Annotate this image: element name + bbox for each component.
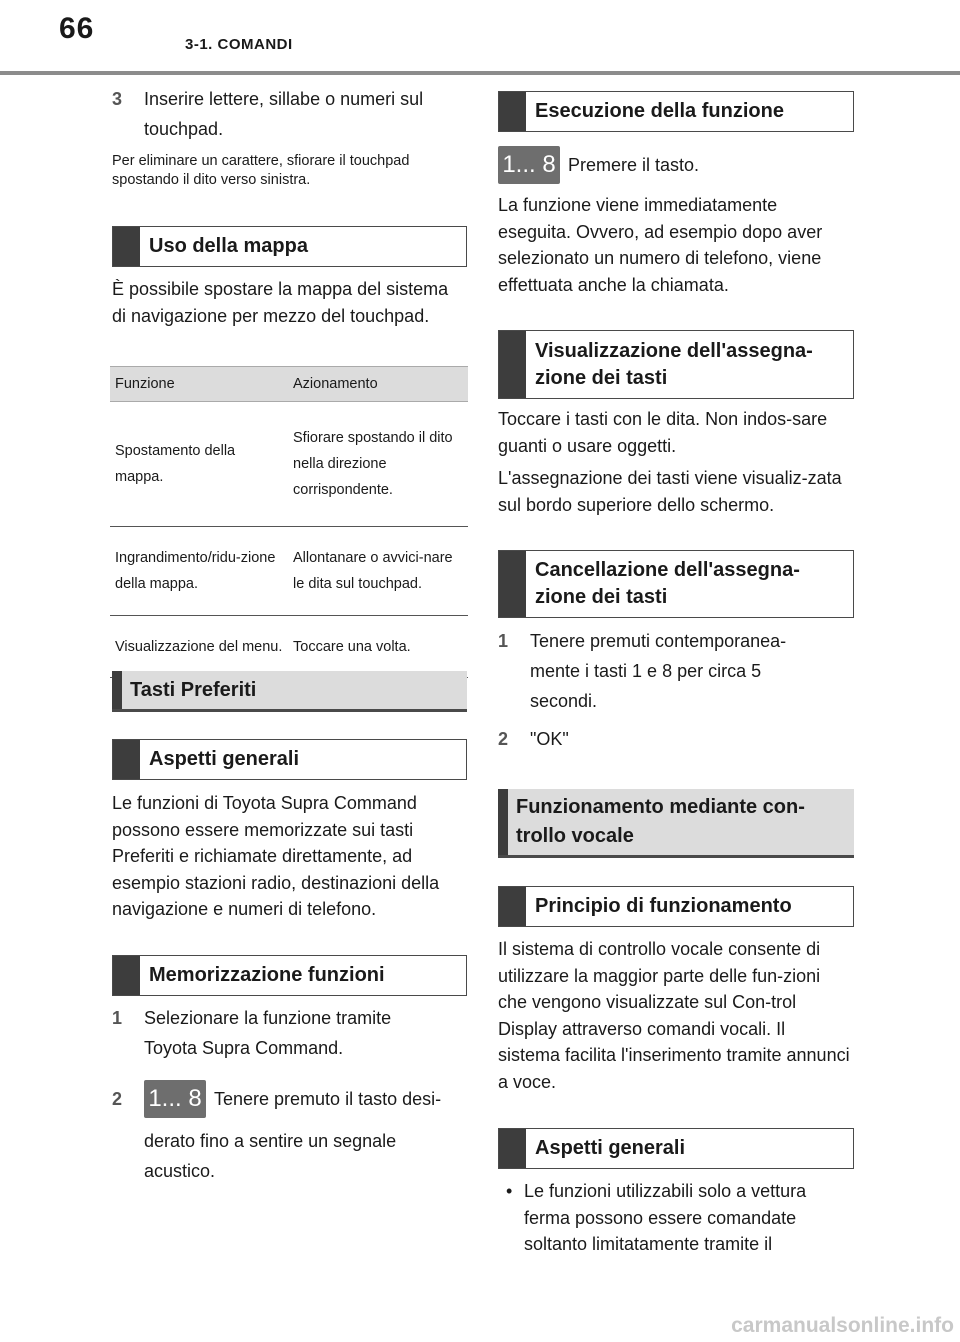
table-cell: Toccare una volta. [288,616,468,678]
assign-paragraph-1: Toccare i tasti con le dita. Non indos-sare guanti o usare oggetti. [498,409,828,456]
table-row [110,402,468,527]
store-step-2 [112,1080,468,1186]
map-paragraph: È possibile spostare la mappa del sistema di navigazione per mezzo del touchpad. [112,279,449,326]
heading-title: Tasti Preferiti [130,678,257,701]
exec-paragraph: La funzione viene immediatamente eseguita. Ovvero, ad esempio dopo aver selezionato un numero di telefono, viene effettuata anche la chiamata. [498,195,823,295]
heading-esecuzione [498,91,854,132]
heading-bar [499,887,526,926]
cancel-step-1 [498,626,798,716]
heading-cancellazione [498,550,854,618]
table-cell: Visualizzazione del menu. [110,616,288,678]
list-item-text: Le funzioni utilizzabili solo a vettura ferma possono essere comandate soltantо limitatamente tramite il [524,1181,807,1254]
heading-title: Aspetti generali [149,748,300,770]
table-cell: Ingrandimento/ridu-zione della mappa. [110,527,288,616]
table-cell: Allontanare o avvici-nare le dita sul touchpad. [288,527,468,616]
page-number: 66 [59,12,95,45]
heading-bar [113,740,140,779]
heading-title: Visualizzazione dell'assegna-zione dei tasti [535,339,813,389]
heading-title: Uso della mappa [149,235,308,257]
table-header-azionamento: Azionamento [288,367,468,402]
step-text: Inserire lettere, sillabe o numeri sul touchpad. [144,89,424,139]
heading-title: Memorizzazione funzioni [149,964,385,986]
step-3 [112,84,468,144]
key-1-8-badge: 1... 8 [498,146,560,184]
heading-title: Aspetti generali [535,1137,686,1159]
key-1-8-badge: 1... 8 [144,1080,206,1118]
heading-bar [113,227,140,266]
step-number: 2 [112,1089,123,1109]
principle-paragraph: Il sistema di controllo vocale consente di utilizzare la maggior parte delle fun-zioni che vengono visualizzate sul Con-trol Display attraverso comandi vocali. Il sistema facilita l'inserimento tramite annunci a voce. [498,939,850,1092]
heading-bar [113,956,140,995]
cancel-step-2 [498,724,798,754]
step-text: "OK" [530,729,569,749]
heading-uso-mappa [112,226,467,267]
store-step-1 [112,1003,468,1063]
heading-bar [499,92,526,131]
header-divider [0,71,960,75]
favorites-paragraph: Le funzioni di Toyota Supra Command possono essere memorizzate sui tasti Preferiti e richiamate direttamente, ad esempio stazioni radio, destinazioni della navigazione e numeri di telefono. [112,793,440,919]
heading-aspetti-generali-2 [498,1128,854,1169]
heading-bar [498,789,508,855]
heading-principio [498,886,854,927]
step-number: 2 [498,729,509,749]
press-key-line [498,146,699,184]
operations-table [110,366,468,678]
heading-bar [499,1129,526,1168]
heading-bar [499,551,526,617]
table-header-funzione: Funzione [110,367,288,402]
heading-tasti-preferiti [112,671,467,712]
step-text: Selezionare la funzione tramite Toyota Supra Command. [144,1008,392,1058]
table-row [110,616,468,678]
step-number: 1 [498,631,509,651]
step-text-rest: derato fino a sentire un segnale acustico. [144,1131,397,1181]
step-text: Tenere premuti contemporanea-mente i tasti 1 e 8 per circa 5 secondi. [530,631,787,711]
step-number: 1 [112,1008,123,1028]
heading-title: Principio di funzionamento [535,895,792,917]
step-number: 3 [112,89,123,109]
heading-title: Cancellazione dell'assegna-zione dei tasti [535,559,800,608]
step-text-first: Tenere premuto il tasto desi- [214,1089,442,1109]
heading-title: Esecuzione della funzione [535,100,784,122]
table-row [110,527,468,616]
bullet-dot: • [506,1181,513,1201]
heading-controllo-vocale [498,789,854,858]
section-label: 3-1. COMANDI [185,36,293,53]
list-item [498,1178,848,1258]
watermark: carmanualsonline.info [731,1314,954,1337]
heading-aspetti-generali [112,739,467,780]
heading-memorizzazione [112,955,467,996]
heading-bar [499,331,526,398]
press-key-text: Premere il tasto. [568,154,700,175]
table-cell: Spostamento della mappa. [110,402,288,527]
assign-paragraph-2: L'assegnazione dei tasti viene visualiz-zata sul bordo superiore dello schermo. [498,468,842,515]
table-cell: Sfiorare spostando il dito nella direzione corrispondente. [288,402,468,527]
heading-bar [112,671,122,709]
heading-title: Funzionamento mediante con-trollo vocale [516,796,805,847]
heading-visualizzazione-assegnazione [498,330,854,399]
note-text: Per eliminare un carattere, sfiorare il touchpad spostando il dito verso sinistra. [112,153,410,188]
